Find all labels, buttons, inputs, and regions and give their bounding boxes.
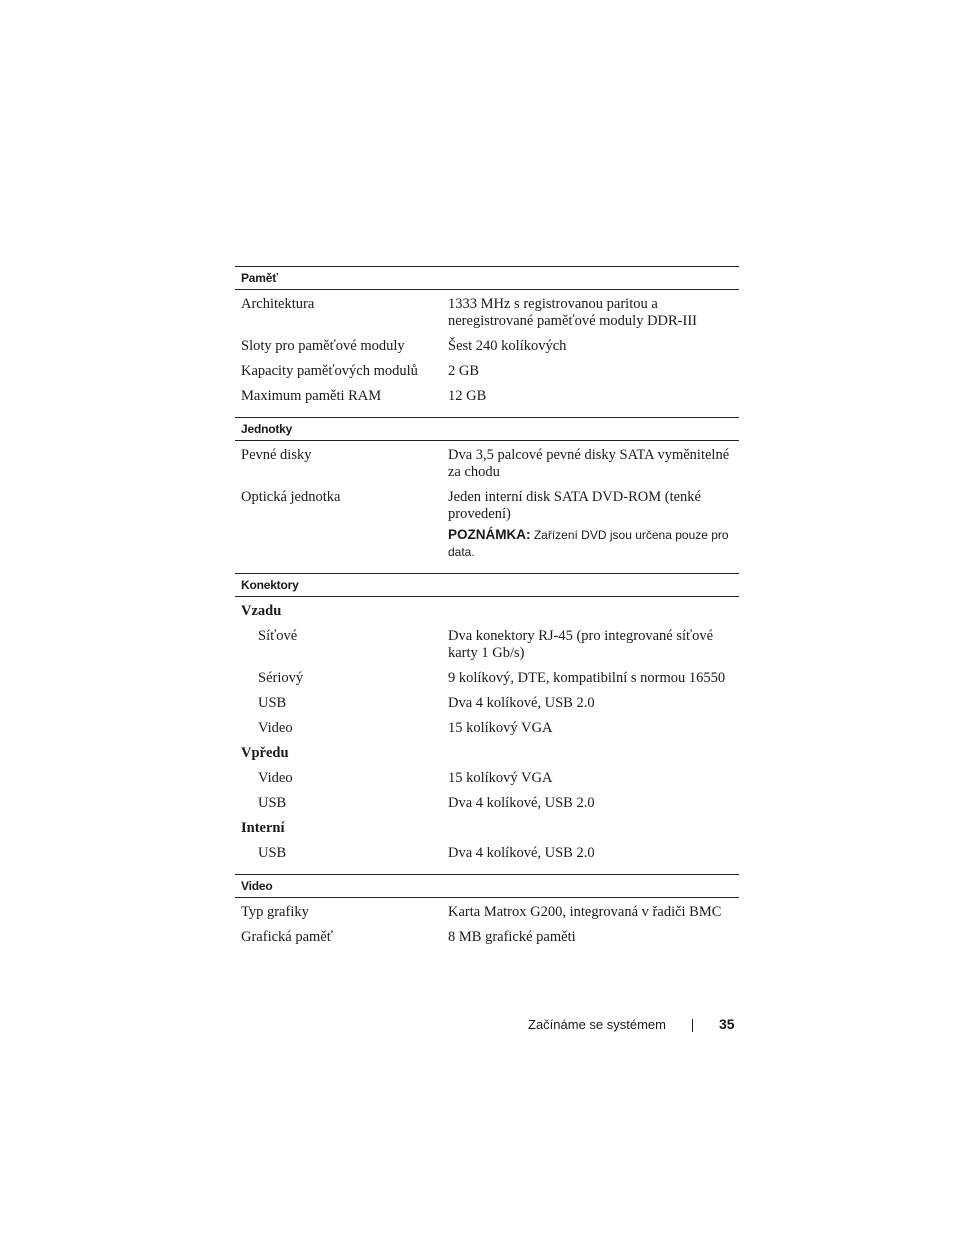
- page-footer: [0, 1015, 954, 1035]
- spec-row: [235, 791, 739, 816]
- spec-value: Dva 4 kolíkové, USB 2.0: [448, 845, 595, 861]
- page-number: 35: [719, 1016, 735, 1032]
- group-row: [235, 599, 739, 624]
- spec-label: Video: [258, 720, 293, 736]
- drives-section: [235, 417, 739, 573]
- spec-value: 2 GB: [448, 363, 480, 379]
- spec-value: 9 kolíkový, DTE, kompatibilní s normou 16550: [448, 670, 726, 686]
- footer-divider: [692, 1019, 693, 1032]
- spec-row: [235, 716, 739, 741]
- footer-chapter-title: Začínáme se systémem: [528, 1017, 666, 1032]
- video-section: [235, 874, 739, 958]
- spec-row: [235, 841, 739, 866]
- drives-section-heading: Jednotky: [235, 417, 739, 441]
- specifications-table: [235, 266, 739, 958]
- note-text: Zařízení DVD jsou určena pouze pro data.: [448, 528, 729, 559]
- spec-label: USB: [258, 845, 287, 861]
- group-row: [235, 816, 739, 841]
- spec-label: Kapacity paměťových modulů: [241, 363, 418, 379]
- spec-row: [235, 359, 739, 384]
- spec-value: Dva 4 kolíkové, USB 2.0: [448, 695, 595, 711]
- spec-row: [235, 443, 739, 485]
- spec-value: Karta Matrox G200, integrovaná v řadiči BMC: [448, 904, 722, 920]
- spec-label: Síťové: [258, 628, 298, 644]
- connectors-section-heading: Konektory: [235, 573, 739, 597]
- note: [448, 526, 733, 561]
- spec-value: Jeden interní disk SATA DVD-ROM (tenké provedení): [448, 489, 701, 522]
- memory-section-heading: Paměť: [235, 266, 739, 290]
- spec-row: [235, 292, 739, 334]
- group-label: Interní: [241, 820, 285, 836]
- spec-row: [235, 925, 739, 950]
- spec-value: 15 kolíkový VGA: [448, 770, 553, 786]
- memory-section: [235, 266, 739, 417]
- spec-label: Architektura: [241, 296, 315, 312]
- spec-row: [235, 384, 739, 409]
- spec-row: [235, 485, 739, 565]
- spec-value: 12 GB: [448, 388, 487, 404]
- spec-label: Sériový: [258, 670, 304, 686]
- spec-value: 1333 MHz s registrovanou paritou a neregistrované paměťové moduly DDR-III: [448, 296, 697, 329]
- connectors-section: [235, 573, 739, 874]
- spec-value: Dva konektory RJ-45 (pro integrované síťové karty 1 Gb/s): [448, 628, 714, 661]
- spec-value: Šest 240 kolíkových: [448, 338, 567, 354]
- spec-label: Typ grafiky: [241, 904, 309, 920]
- spec-value: Dva 3,5 palcové pevné disky SATA vyměnitelné za chodu: [448, 447, 730, 480]
- spec-value: Dva 4 kolíkové, USB 2.0: [448, 795, 595, 811]
- spec-label: Pevné disky: [241, 447, 312, 463]
- spec-label: Grafická paměť: [241, 929, 333, 945]
- group-label: Vpředu: [241, 745, 289, 761]
- spec-value: 8 MB grafické paměti: [448, 929, 576, 945]
- spec-label: USB: [258, 695, 287, 711]
- spec-value: 15 kolíkový VGA: [448, 720, 553, 736]
- spec-row: [235, 691, 739, 716]
- spec-label: Sloty pro paměťové moduly: [241, 338, 405, 354]
- spec-row: [235, 624, 739, 666]
- spec-row: [235, 666, 739, 691]
- spec-row: [235, 334, 739, 359]
- spec-label: USB: [258, 795, 287, 811]
- group-row: [235, 741, 739, 766]
- spec-row: [235, 900, 739, 925]
- spec-value-with-note: [448, 489, 739, 561]
- spec-label: Optická jednotka: [241, 489, 341, 505]
- spec-row: [235, 766, 739, 791]
- group-label: Vzadu: [241, 603, 282, 619]
- spec-label: Video: [258, 770, 293, 786]
- spec-label: Maximum paměti RAM: [241, 388, 382, 404]
- note-label: POZNÁMKA:: [448, 527, 531, 542]
- video-section-heading: Video: [235, 874, 739, 898]
